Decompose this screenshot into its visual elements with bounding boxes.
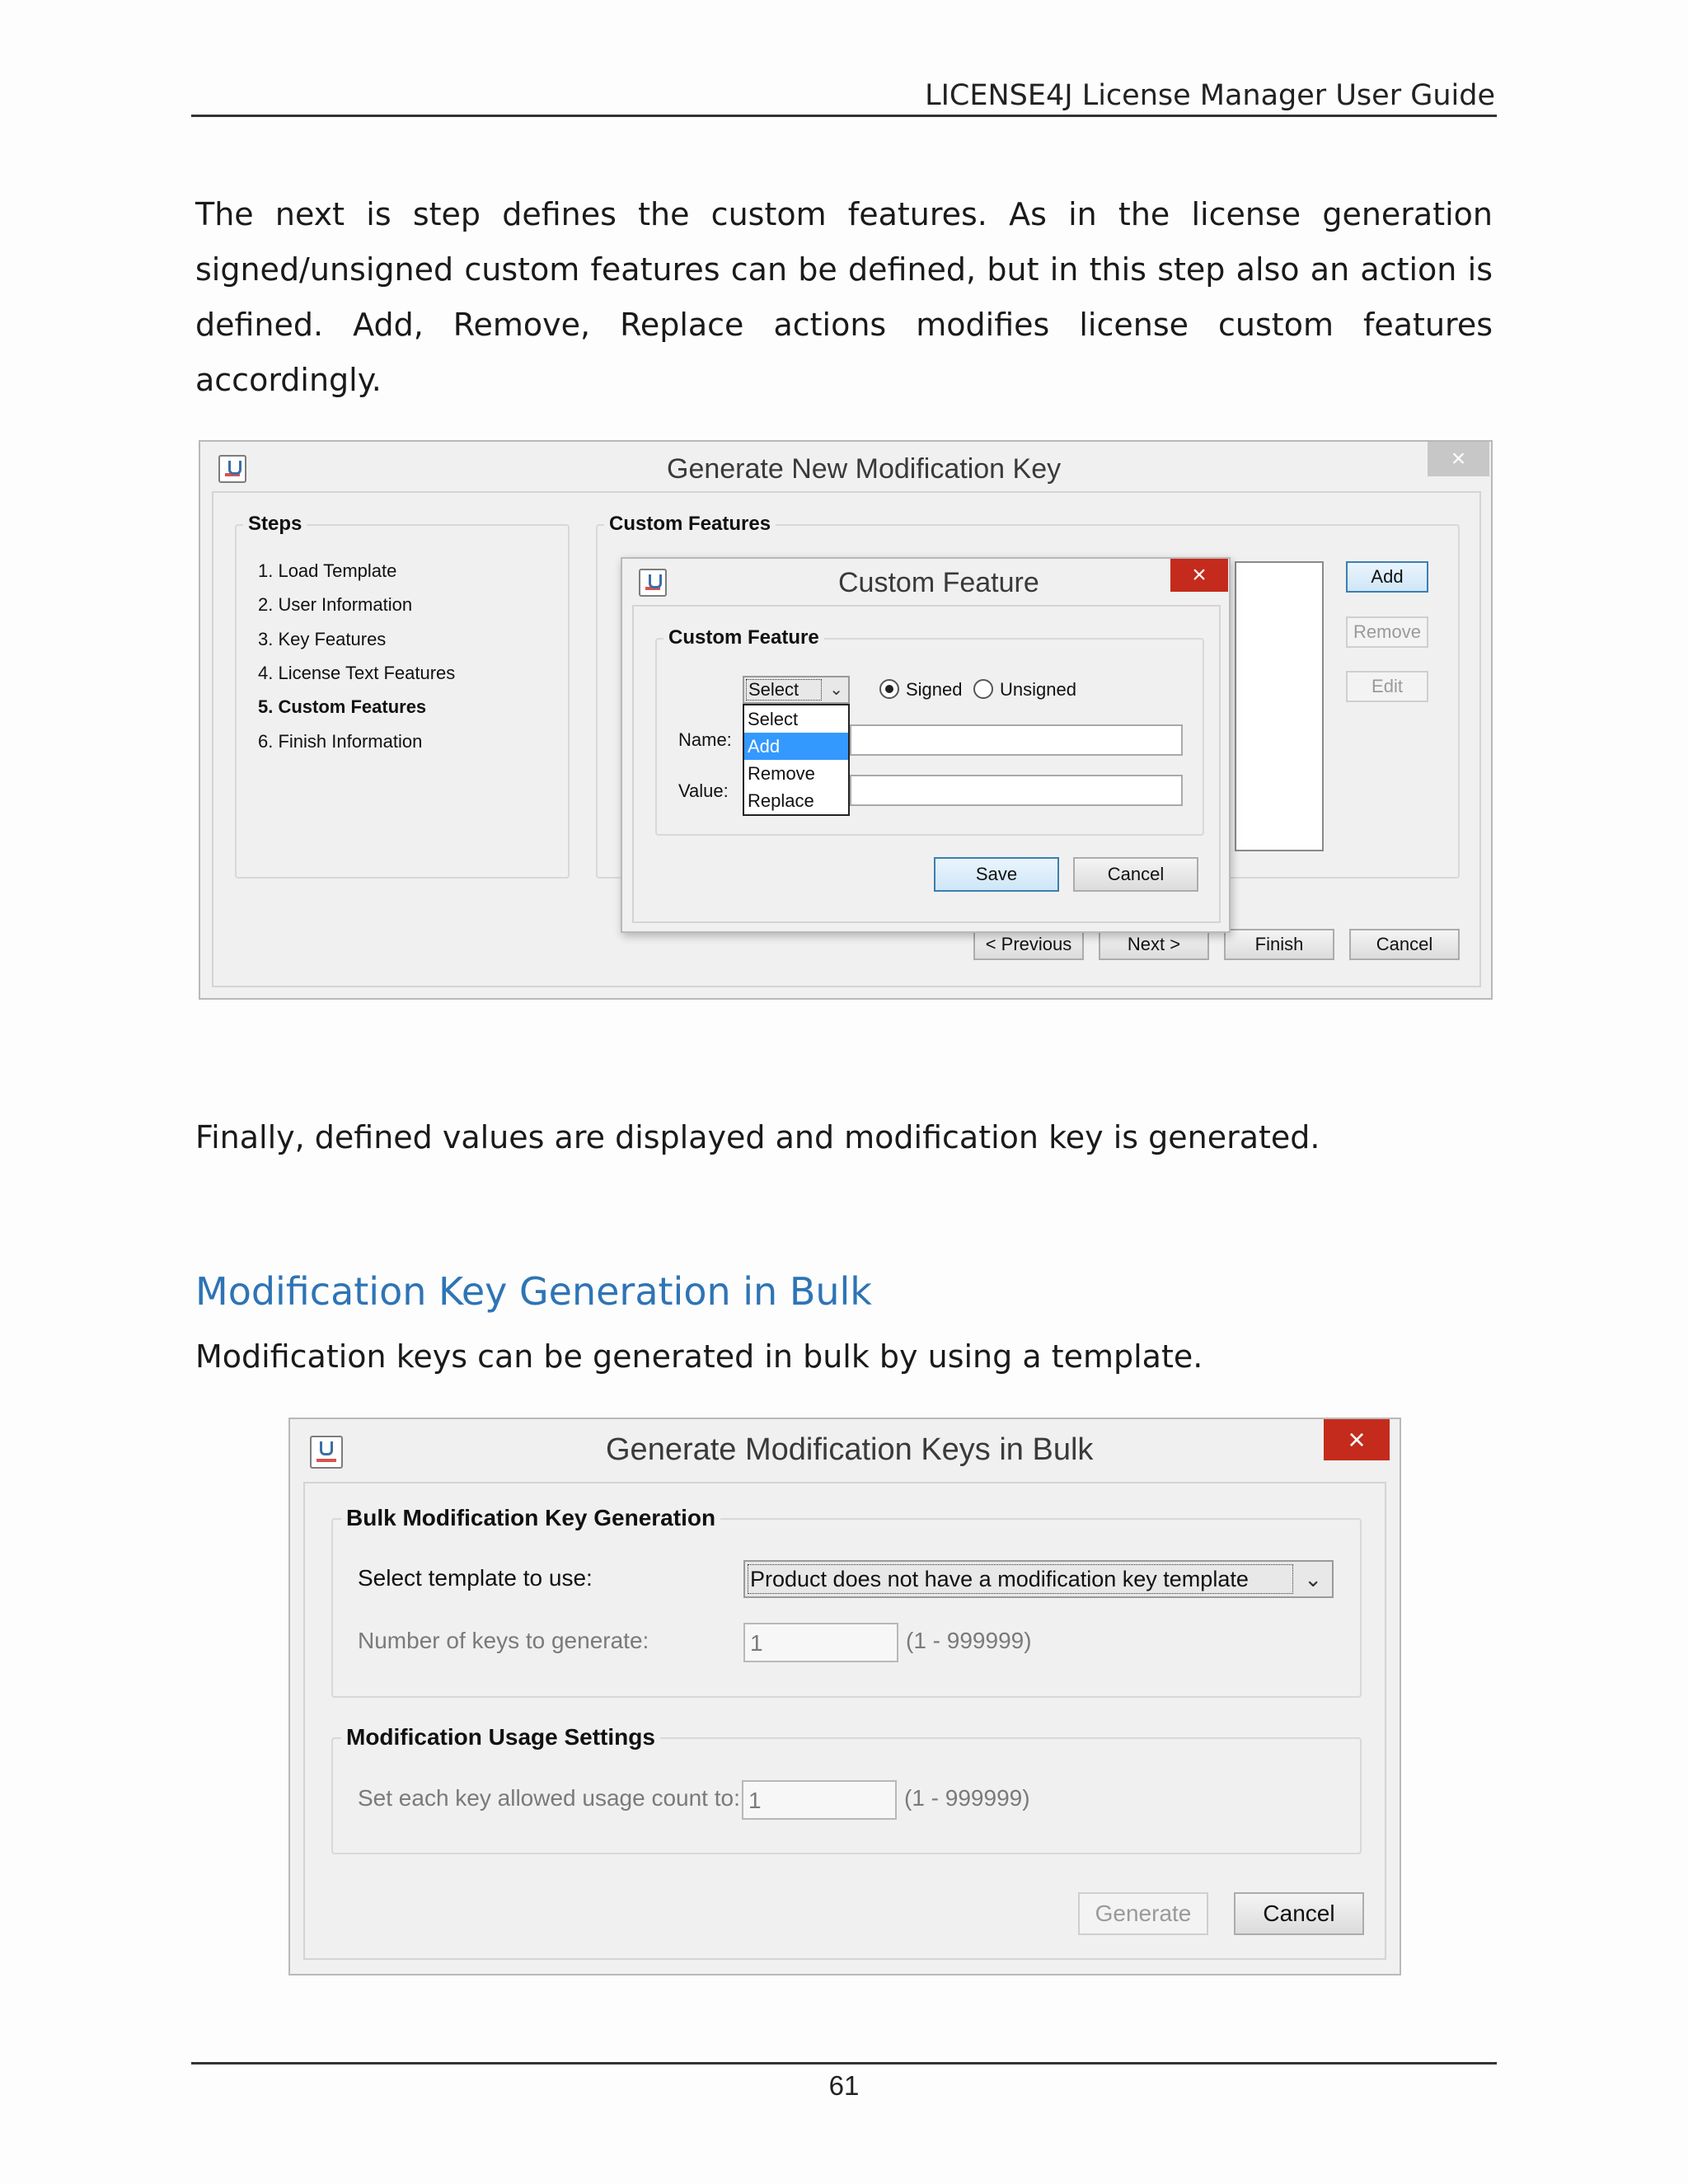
bulk-dialog-title: Generate Modification Keys in Bulk — [606, 1432, 1094, 1467]
template-select-value: Product does not have a modification key template — [748, 1564, 1293, 1594]
option-remove[interactable]: Remove — [748, 763, 815, 784]
bulk-generation-label: Bulk Modification Key Generation — [341, 1505, 720, 1531]
action-dropdown-list — [743, 704, 850, 816]
num-keys-field[interactable] — [743, 1623, 898, 1662]
chevron-down-icon: ⌄ — [1304, 1567, 1322, 1591]
cancel-button[interactable]: Cancel — [1234, 1892, 1364, 1935]
step-load-template: 1. Load Template — [258, 560, 397, 581]
name-label: Name: — [678, 729, 732, 750]
close-icon[interactable]: × — [1170, 559, 1228, 592]
custom-feature-group-label: Custom Feature — [663, 626, 824, 649]
custom-features-label: Custom Features — [604, 513, 776, 536]
header-rule — [191, 115, 1497, 117]
step-license-text-features: 4. License Text Features — [258, 663, 456, 683]
num-keys-label: Number of keys to generate: — [358, 1628, 649, 1653]
signed-label: Signed — [906, 679, 963, 700]
unsigned-radio[interactable] — [973, 679, 993, 699]
finish-button[interactable]: Finish — [1224, 929, 1334, 960]
template-select[interactable] — [743, 1560, 1334, 1598]
close-icon[interactable]: × — [1324, 1419, 1390, 1460]
step-key-features: 3. Key Features — [258, 629, 387, 649]
step-custom-features-current: 5. Custom Features — [258, 696, 427, 717]
custom-feature-dialog-title: Custom Feature — [838, 567, 1039, 598]
bulk-modification-dialog — [288, 1418, 1401, 1975]
java-app-icon — [310, 1436, 343, 1469]
value-label: Value: — [678, 780, 729, 801]
option-replace[interactable]: Replace — [748, 790, 814, 811]
option-add[interactable]: Add — [744, 733, 848, 760]
step-finish-information: 6. Finish Information — [258, 731, 423, 752]
custom-feature-dialog — [621, 557, 1231, 933]
usage-count-value: 1 — [748, 1788, 762, 1813]
page-number: 61 — [828, 2070, 860, 2101]
next-button[interactable]: Next > — [1099, 929, 1209, 960]
finally-paragraph: Finally, defined values are displayed and modification key is generated. — [195, 1119, 1320, 1155]
remove-button[interactable]: Remove — [1346, 616, 1428, 648]
usage-count-field[interactable] — [742, 1780, 897, 1820]
steps-label: Steps — [243, 513, 307, 536]
footer-rule — [191, 2062, 1497, 2064]
num-keys-range: (1 - 999999) — [906, 1628, 1032, 1653]
previous-button[interactable]: < Previous — [973, 929, 1084, 960]
name-field[interactable] — [850, 724, 1183, 756]
add-button[interactable]: Add — [1346, 561, 1428, 593]
cancel-button[interactable]: Cancel — [1073, 857, 1198, 892]
intro-line: accordingly. — [195, 362, 382, 398]
num-keys-value: 1 — [750, 1630, 763, 1656]
value-field[interactable] — [850, 775, 1183, 806]
java-app-icon — [218, 455, 246, 483]
usage-settings-label: Modification Usage Settings — [341, 1724, 660, 1750]
usage-count-label: Set each key allowed usage count to: — [358, 1785, 740, 1811]
dialog-title: Generate New Modification Key — [667, 453, 1062, 485]
cancel-button[interactable]: Cancel — [1349, 929, 1460, 960]
action-select-value: Select — [746, 679, 822, 701]
bulk-generation-group — [331, 1518, 1362, 1698]
action-select[interactable] — [743, 676, 850, 704]
close-icon[interactable]: × — [1428, 442, 1489, 476]
template-label: Select template to use: — [358, 1565, 593, 1591]
step-user-information: 2. User Information — [258, 594, 413, 615]
option-select[interactable]: Select — [748, 709, 799, 729]
edit-button[interactable]: Edit — [1346, 671, 1428, 702]
running-header: LICENSE4J License Manager User Guide — [925, 79, 1495, 112]
intro-line: The next is step defines the custom features. As in the license generation — [195, 196, 1493, 232]
usage-count-range: (1 - 999999) — [904, 1785, 1030, 1811]
generate-button[interactable]: Generate — [1078, 1892, 1208, 1935]
intro-paragraph — [195, 187, 1493, 408]
java-app-icon — [639, 569, 667, 597]
section-heading: Modification Key Generation in Bulk — [195, 1269, 872, 1314]
intro-line: signed/unsigned custom features can be defined, but in this step also an action is — [195, 251, 1493, 288]
section-paragraph: Modification keys can be generated in bulk by using a template. — [195, 1338, 1203, 1375]
intro-line: defined. Add, Remove, Replace actions modifies license custom features — [195, 307, 1493, 343]
unsigned-label: Unsigned — [1000, 679, 1076, 700]
modification-key-dialog — [199, 440, 1493, 1000]
features-list[interactable] — [1235, 561, 1324, 851]
signed-radio[interactable] — [879, 679, 899, 699]
save-button[interactable]: Save — [934, 857, 1059, 892]
chevron-down-icon: ⌄ — [829, 681, 843, 699]
